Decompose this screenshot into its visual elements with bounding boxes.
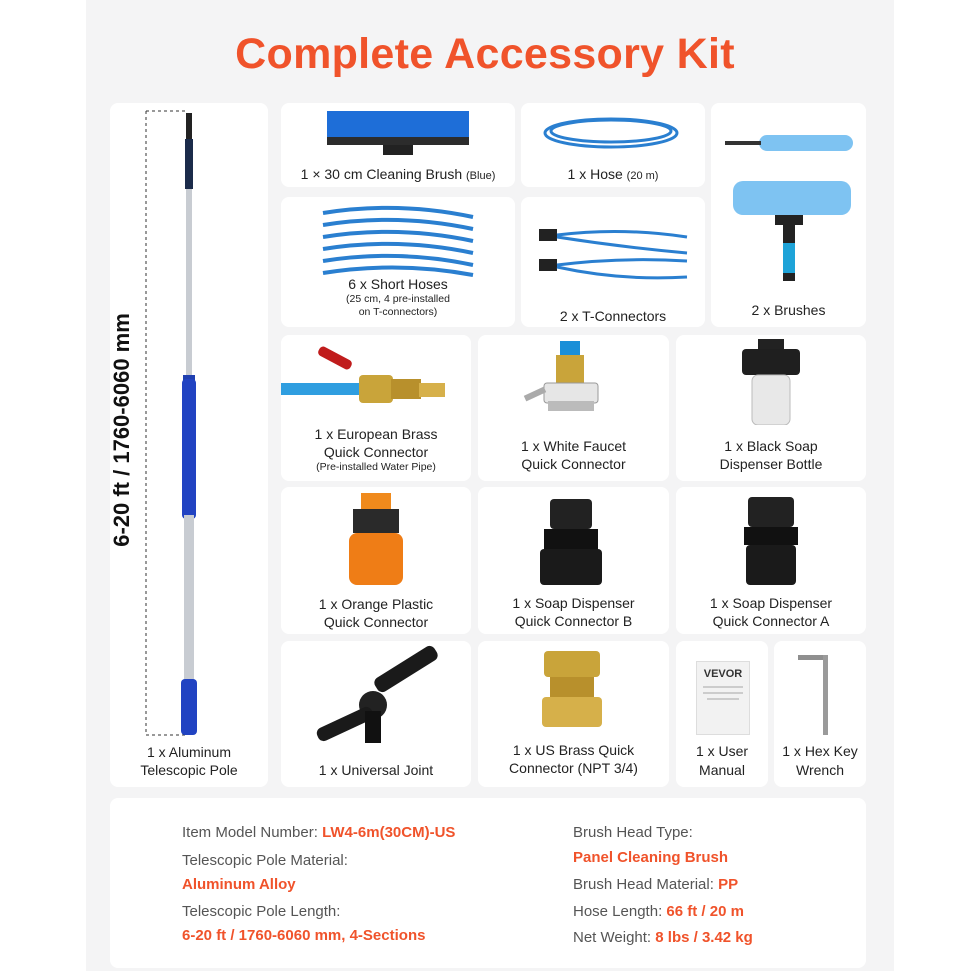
spec-brush-head-material: Brush Head Material: PP <box>573 876 739 893</box>
card-soap-a <box>676 487 866 634</box>
spec-pole-length-value: 6-20 ft / 1760-6060 mm, 4-Sections <box>182 927 426 944</box>
soap-b-label-1: 1 x Soap Dispenser <box>512 595 635 611</box>
white-faucet-label-2: Quick Connector <box>521 456 626 472</box>
card-user-manual <box>676 641 768 787</box>
spec-hose-length: Hose Length: 66 ft / 20 m <box>573 903 744 920</box>
pole-label-1: 1 x Aluminum <box>146 744 232 760</box>
user-manual-image <box>696 661 750 735</box>
card-us-brass <box>478 641 669 787</box>
hex-key-label-2: Wrench <box>796 762 844 778</box>
short-hoses-label-1: 6 x Short Hoses <box>348 276 448 292</box>
soap-bottle-label-1: 1 x Black Soap <box>724 438 818 454</box>
brushes-image <box>711 103 866 283</box>
spec-model-number: Item Model Number: LW4-6m(30CM)-US <box>182 824 456 841</box>
card-brushes <box>711 103 866 327</box>
short-hoses-image <box>281 197 515 277</box>
card-orange-plastic <box>281 487 471 634</box>
us-brass-label-2: Connector (NPT 3/4) <box>509 760 638 776</box>
card-hex-key <box>774 641 866 787</box>
page-title: Complete Accessory Kit <box>235 30 735 78</box>
cleaning-brush-label: 1 × 30 cm Cleaning Brush (Blue) <box>300 166 496 182</box>
soap-bottle-image <box>676 335 866 425</box>
vevor-logo: VEVOR <box>703 668 743 680</box>
card-cleaning-brush <box>281 103 515 187</box>
soap-connector-b-image <box>478 487 669 592</box>
orange-plastic-connector-image <box>281 487 471 592</box>
hex-key-image <box>774 641 866 741</box>
orange-plastic-label-2: Quick Connector <box>323 614 429 630</box>
pole-label-2: Telescopic Pole <box>140 762 238 778</box>
user-manual-label-2: Manual <box>699 762 745 778</box>
hose-coil-image <box>521 103 705 163</box>
hose-label: 1 x Hose (20 m) <box>567 166 659 182</box>
brushes-label: 2 x Brushes <box>751 302 826 318</box>
short-hoses-label-2: (25 cm, 4 pre-installed <box>346 293 450 305</box>
soap-a-label-1: 1 x Soap Dispenser <box>709 595 833 611</box>
soap-bottle-label-2: Dispenser Bottle <box>719 456 823 472</box>
soap-a-label-2: Quick Connector A <box>712 613 830 629</box>
spec-brush-head-type-value: Panel Cleaning Brush <box>573 849 729 866</box>
euro-brass-label-1: 1 x European Brass <box>314 426 438 442</box>
pole-dimension-label: 6-20 ft / 1760-6060 mm <box>109 313 134 547</box>
hex-key-label-1: 1 x Hex Key <box>782 743 858 759</box>
soap-b-label-2: Quick Connector B <box>514 613 633 629</box>
universal-joint-label: 1 x Universal Joint <box>318 762 434 778</box>
us-brass-label-1: 1 x US Brass Quick <box>512 742 635 758</box>
t-connectors-label: 2 x T-Connectors <box>559 308 667 324</box>
t-connectors-image <box>521 197 705 287</box>
euro-brass-label-2: Quick Connector <box>323 444 429 460</box>
user-manual-label-1: 1 x User <box>695 743 749 759</box>
card-hose <box>521 103 705 187</box>
spec-pole-length-label: Telescopic Pole Length: <box>182 903 341 920</box>
white-faucet-label-1: 1 x White Faucet <box>520 438 627 454</box>
card-short-hoses <box>281 197 515 327</box>
spec-pole-material-value: Aluminum Alloy <box>182 876 296 893</box>
universal-joint-image <box>281 641 471 751</box>
card-universal-joint <box>281 641 471 787</box>
specs-panel <box>110 798 866 968</box>
soap-connector-a-image <box>676 487 866 592</box>
spec-brush-head-type-label: Brush Head Type: <box>573 824 693 841</box>
orange-plastic-label-1: 1 x Orange Plastic <box>318 596 434 612</box>
us-brass-connector-image <box>478 641 669 741</box>
euro-brass-connector-image <box>281 335 471 425</box>
short-hoses-label-3: on T-connectors) <box>358 306 438 318</box>
card-t-connectors <box>521 197 705 327</box>
spec-pole-material-label: Telescopic Pole Material: <box>182 852 348 869</box>
euro-brass-label-3: (Pre-installed Water Pipe) <box>316 461 436 473</box>
white-faucet-connector-image <box>478 335 669 425</box>
cleaning-brush-image <box>281 103 515 163</box>
card-soap-b <box>478 487 669 634</box>
spec-net-weight: Net Weight: 8 lbs / 3.42 kg <box>573 929 753 946</box>
card-soap-bottle <box>676 335 866 481</box>
card-white-faucet <box>478 335 669 481</box>
card-euro-brass <box>281 335 471 481</box>
